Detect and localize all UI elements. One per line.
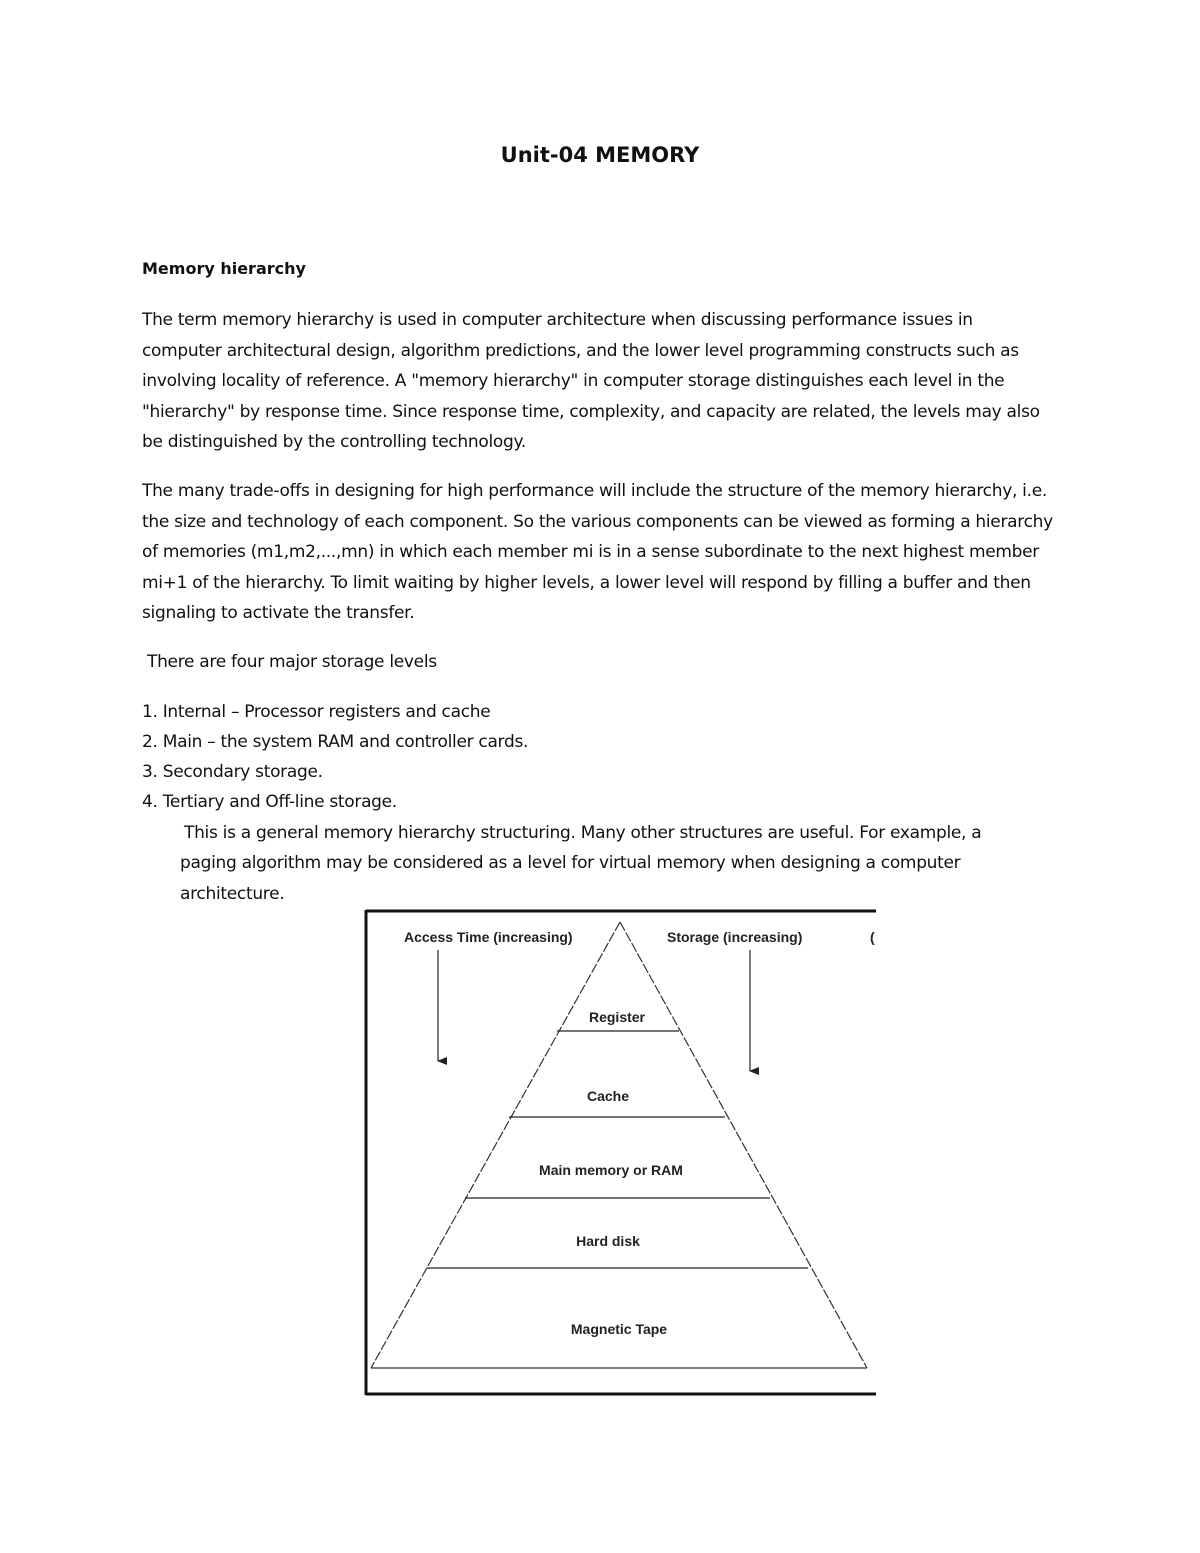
list-item: 3. Secondary storage. xyxy=(142,762,323,782)
list-item: 1. Internal – Processor registers and cache xyxy=(142,702,491,722)
tier-label-magnetic-tape: Magnetic Tape xyxy=(570,1321,668,1337)
tier-label-main-memory: Main memory or RAM xyxy=(539,1162,683,1178)
closing-line: This is a general memory hierarchy structuring. Many other structures are useful. For example, a xyxy=(184,823,982,843)
section-heading: Memory hierarchy xyxy=(142,259,306,278)
access-time-label: Access Time (increasing) xyxy=(404,929,573,945)
tier-label-hard-disk: Hard disk xyxy=(576,1233,640,1249)
paragraph-memory-hierarchy-definition: The term memory hierarchy is used in computer architecture when discussing performance issues in computer architectural design, algorithm predictions, and the lower level programming constructs such as involving locality of reference. A "memory hierarchy" in computer storage distinguishes each level in the "hierarchy" by response time. Since response time, complexity, and capacity are related, the levels may also be distinguished by the controlling technology. xyxy=(142,310,1040,452)
list-item: 2. Main – the system RAM and controller cards. xyxy=(142,732,529,752)
list-item: 4. Tertiary and Off-line storage. xyxy=(142,792,397,812)
pyramid-right-edge xyxy=(620,922,867,1368)
closing-line: paging algorithm may be considered as a level for virtual memory when designing a computer xyxy=(180,853,961,873)
memory-pyramid-svg xyxy=(364,909,876,1397)
memory-hierarchy-diagram xyxy=(364,909,876,1397)
closing-line: architecture. xyxy=(180,884,285,904)
storage-levels-intro: There are four major storage levels xyxy=(147,652,437,672)
tier-label-cache: Cache xyxy=(586,1088,630,1104)
tier-label-register: Register xyxy=(588,1009,646,1025)
paragraph-trade-offs: The many trade-offs in designing for high performance will include the structure of the memory hierarchy, i.e. the size and technology of each component. So the various components can be viewed as forming a hierarchy of memories (m1,m2,...,mn) in which each member mi is in a sense subordinate to the next highest member mi+1 of the hierarchy. To limit waiting by higher levels, a lower level will respond by filling a buffer and then signaling to activate the transfer. xyxy=(142,481,1053,623)
storage-label: Storage (increasing) xyxy=(667,929,803,945)
pyramid-left-edge xyxy=(371,922,620,1368)
clipped-label-mark: ( xyxy=(870,929,875,945)
page-title: Unit-04 MEMORY xyxy=(500,143,700,167)
